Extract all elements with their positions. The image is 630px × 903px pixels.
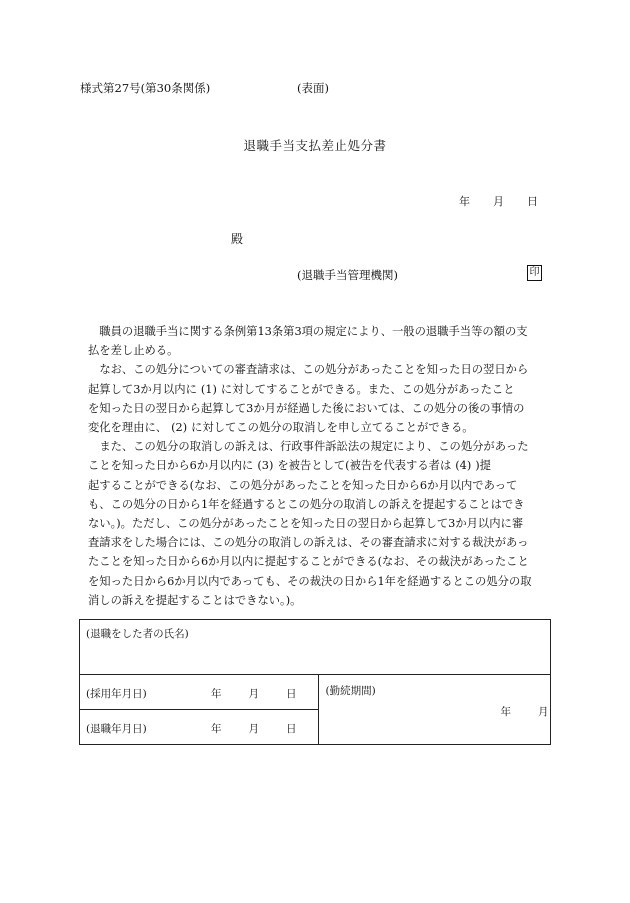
body-line: 査請求をした場合には、この処分の取消しの訴えは、その審査請求に対する裁決があっ: [88, 536, 529, 550]
date-day: 日: [527, 195, 538, 208]
blank-3: (3): [257, 459, 274, 473]
body-line: を知った日から6か月以内であっても、その裁決の日から1年を経過するとこの処分の取: [88, 574, 532, 588]
hire-date-ymd: 年 月 日: [211, 688, 297, 700]
date-month: 月: [493, 195, 504, 208]
body-line: ない。)。ただし、この処分があったことを知った日の翌日から起算して3か月以内に審: [88, 517, 524, 531]
issuing-authority: (退職手当管理機関): [297, 268, 398, 282]
body-line: 職員の退職手当に関する条例第13条第3項の規定により、一般の退職手当等の額の支: [99, 325, 528, 338]
retiree-name-label: (退職をした者の氏名): [86, 628, 189, 640]
body-line: を知った日の翌日から起算して3か月が経過した後においては、この処分の後の事情の: [88, 401, 525, 415]
body-line: たことを知った日から6か月以内に提起することができる(なお、その裁決があったこと: [88, 555, 529, 569]
body-text: [88, 322, 550, 610]
body-line: ことを知った日から6か月以内に (3) を被告として(被告を代表する者は (4) )提: [88, 456, 550, 475]
service-period-ym: 年 月: [500, 706, 549, 718]
body-line: 起することができる(なお、この処分があったことを知った日から6か月以内であって: [88, 478, 518, 492]
retiree-info-table: [79, 619, 551, 745]
blank-1: (1): [200, 382, 217, 396]
hire-date-cell: [80, 675, 319, 710]
blank-4: (4): [455, 459, 472, 473]
body-line: 起算して3か月以内に (1) に対してすることができる。また、この処分があったこと: [88, 380, 550, 399]
blank-2: (2): [171, 421, 188, 435]
side-label: (表面): [297, 81, 329, 95]
body-line: 払を差し止める。: [88, 344, 179, 358]
addressee: 殿: [231, 232, 244, 246]
retire-date-label: (退職年月日): [86, 723, 147, 735]
service-period-cell: [319, 675, 551, 745]
document-title: 退職手当支払差止処分書: [243, 138, 387, 153]
body-line: また、この処分の取消しの訴えは、行政事件訴訟法の規定により、この処分があった: [99, 440, 529, 454]
issue-date: [459, 193, 538, 209]
retiree-name-cell: [80, 620, 551, 675]
hire-date-label: (採用年月日): [86, 688, 147, 700]
body-line: 消しの訴えを提起することはできない。)。: [88, 593, 302, 607]
date-year: 年: [459, 195, 470, 208]
service-period-label: (勤続期間): [325, 685, 376, 697]
body-line: 変化を理由に、 (2) に対してこの処分の取消しを申し立てることができる。: [88, 418, 550, 437]
retire-date-cell: [80, 710, 319, 745]
body-line: も、この処分の日から1年を経過するとこの処分の取消しの訴えを提起することはでき: [88, 497, 525, 511]
form-number: 様式第27号(第30条関係): [80, 81, 211, 95]
retire-date-ymd: 年 月 日: [211, 723, 297, 735]
body-line: なお、この処分についての審査請求は、この処分があったことを知った日の翌日から: [99, 363, 529, 377]
seal-mark: 印: [527, 265, 542, 281]
